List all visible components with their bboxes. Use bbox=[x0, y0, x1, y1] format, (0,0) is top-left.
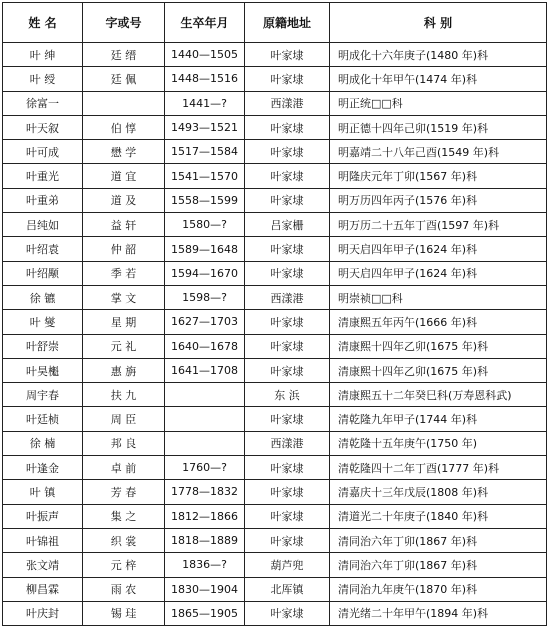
cell-exam: 清同治九年庚午(1870 年)科 bbox=[330, 577, 547, 601]
cell-lifespan: 1541—1570 bbox=[165, 164, 245, 188]
cell-courtesy-name: 廷 缙 bbox=[83, 43, 165, 67]
cell-name: 叶 绅 bbox=[3, 43, 83, 67]
cell-exam: 清康熙十四年乙卯(1675 年)科 bbox=[330, 334, 547, 358]
cell-name: 叶重弟 bbox=[3, 188, 83, 212]
cell-origin: 吕家栅 bbox=[245, 213, 330, 237]
cell-courtesy-name: 星 期 bbox=[83, 310, 165, 334]
cell-name: 叶绍袁 bbox=[3, 237, 83, 261]
cell-origin: 叶家埭 bbox=[245, 115, 330, 139]
cell-origin: 叶家埭 bbox=[245, 43, 330, 67]
cell-name: 叶 绶 bbox=[3, 67, 83, 91]
cell-exam: 清同治六年丁卯(1867 年)科 bbox=[330, 528, 547, 552]
cell-exam: 清道光二十年庚子(1840 年)科 bbox=[330, 504, 547, 528]
cell-name: 徐富一 bbox=[3, 91, 83, 115]
header-courtesy-name: 字或号 bbox=[83, 3, 165, 43]
cell-lifespan: 1448—1516 bbox=[165, 67, 245, 91]
cell-courtesy-name: 织 裳 bbox=[83, 528, 165, 552]
table-row bbox=[3, 601, 547, 625]
cell-exam: 清康熙十四年乙卯(1675 年)科 bbox=[330, 358, 547, 382]
cell-origin: 叶家埭 bbox=[245, 528, 330, 552]
cell-exam: 明正德十四年己卯(1519 年)科 bbox=[330, 115, 547, 139]
cell-courtesy-name: 元 梓 bbox=[83, 553, 165, 577]
table-row bbox=[3, 358, 547, 382]
document-page bbox=[2, 2, 547, 626]
cell-lifespan: 1641—1708 bbox=[165, 358, 245, 382]
cell-lifespan: 1865—1905 bbox=[165, 601, 245, 625]
cell-exam: 清嘉庆十三年戊辰(1808 年)科 bbox=[330, 480, 547, 504]
cell-name: 柳昌霖 bbox=[3, 577, 83, 601]
cell-lifespan: 1627—1703 bbox=[165, 310, 245, 334]
table-row bbox=[3, 115, 547, 139]
cell-exam: 明万历四年丙子(1576 年)科 bbox=[330, 188, 547, 212]
cell-lifespan: 1778—1832 bbox=[165, 480, 245, 504]
cell-courtesy-name: 芳 春 bbox=[83, 480, 165, 504]
cell-origin: 北厍镇 bbox=[245, 577, 330, 601]
table-row bbox=[3, 164, 547, 188]
cell-exam: 清康熙五年丙午(1666 年)科 bbox=[330, 310, 547, 334]
cell-exam: 清乾隆四十二年丁酉(1777 年)科 bbox=[330, 456, 547, 480]
cell-lifespan: 1493—1521 bbox=[165, 115, 245, 139]
cell-courtesy-name: 惠 旃 bbox=[83, 358, 165, 382]
table-row bbox=[3, 213, 547, 237]
cell-courtesy-name: 卓 前 bbox=[83, 456, 165, 480]
table-row bbox=[3, 43, 547, 67]
cell-origin: 叶家埭 bbox=[245, 261, 330, 285]
cell-lifespan bbox=[165, 431, 245, 455]
table-row bbox=[3, 261, 547, 285]
cell-courtesy-name: 雨 农 bbox=[83, 577, 165, 601]
cell-exam: 清乾隆十五年庚午(1750 年) bbox=[330, 431, 547, 455]
cell-name: 徐 楠 bbox=[3, 431, 83, 455]
cell-courtesy-name bbox=[83, 91, 165, 115]
cell-origin: 叶家埭 bbox=[245, 480, 330, 504]
table-row bbox=[3, 310, 547, 334]
cell-exam: 明崇祯□□科 bbox=[330, 285, 547, 309]
cell-name: 叶绍颙 bbox=[3, 261, 83, 285]
cell-origin: 叶家埭 bbox=[245, 67, 330, 91]
cell-lifespan: 1580—? bbox=[165, 213, 245, 237]
cell-name: 叶锦祖 bbox=[3, 528, 83, 552]
cell-name: 叶逢金 bbox=[3, 456, 83, 480]
table-row bbox=[3, 480, 547, 504]
cell-lifespan: 1517—1584 bbox=[165, 140, 245, 164]
cell-name: 叶舒崇 bbox=[3, 334, 83, 358]
cell-courtesy-name: 扶 九 bbox=[83, 383, 165, 407]
cell-origin: 叶家埭 bbox=[245, 140, 330, 164]
table-row bbox=[3, 553, 547, 577]
cell-exam: 明隆庆元年丁卯(1567 年)科 bbox=[330, 164, 547, 188]
cell-courtesy-name: 季 若 bbox=[83, 261, 165, 285]
header-exam: 科 别 bbox=[330, 3, 547, 43]
cell-origin: 西漾港 bbox=[245, 431, 330, 455]
cell-courtesy-name: 廷 佩 bbox=[83, 67, 165, 91]
cell-name: 叶庆封 bbox=[3, 601, 83, 625]
cell-name: 周宇春 bbox=[3, 383, 83, 407]
header-origin: 原籍地址 bbox=[245, 3, 330, 43]
cell-name: 叶振声 bbox=[3, 504, 83, 528]
cell-courtesy-name: 仲 韶 bbox=[83, 237, 165, 261]
cell-lifespan: 1818—1889 bbox=[165, 528, 245, 552]
header-name: 姓 名 bbox=[3, 3, 83, 43]
cell-courtesy-name: 掌 文 bbox=[83, 285, 165, 309]
table-row bbox=[3, 285, 547, 309]
cell-origin: 叶家埭 bbox=[245, 164, 330, 188]
cell-courtesy-name: 道 及 bbox=[83, 188, 165, 212]
cell-lifespan: 1441—? bbox=[165, 91, 245, 115]
cell-courtesy-name: 益 轩 bbox=[83, 213, 165, 237]
cell-lifespan bbox=[165, 407, 245, 431]
table-row bbox=[3, 67, 547, 91]
header-lifespan: 生卒年月 bbox=[165, 3, 245, 43]
table-row bbox=[3, 528, 547, 552]
cell-origin: 西漾港 bbox=[245, 285, 330, 309]
cell-lifespan: 1589—1648 bbox=[165, 237, 245, 261]
table-row bbox=[3, 188, 547, 212]
table-row bbox=[3, 383, 547, 407]
cell-name: 叶昊櫆 bbox=[3, 358, 83, 382]
cell-exam: 清同治六年丁卯(1867 年)科 bbox=[330, 553, 547, 577]
cell-origin: 叶家埭 bbox=[245, 310, 330, 334]
cell-name: 徐 镳 bbox=[3, 285, 83, 309]
cell-lifespan: 1830—1904 bbox=[165, 577, 245, 601]
cell-exam: 明成化十年甲午(1474 年)科 bbox=[330, 67, 547, 91]
cell-origin: 叶家埭 bbox=[245, 334, 330, 358]
header-row bbox=[3, 3, 547, 43]
cell-courtesy-name: 元 礼 bbox=[83, 334, 165, 358]
cell-lifespan: 1836—? bbox=[165, 553, 245, 577]
table-row bbox=[3, 577, 547, 601]
table-row bbox=[3, 504, 547, 528]
cell-name: 叶天叙 bbox=[3, 115, 83, 139]
cell-courtesy-name: 懋 学 bbox=[83, 140, 165, 164]
table-row bbox=[3, 407, 547, 431]
cell-exam: 清光绪二十年甲午(1894 年)科 bbox=[330, 601, 547, 625]
juren-table bbox=[2, 2, 547, 626]
table-row bbox=[3, 91, 547, 115]
cell-courtesy-name: 道 宜 bbox=[83, 164, 165, 188]
cell-name: 叶 燮 bbox=[3, 310, 83, 334]
cell-courtesy-name: 周 臣 bbox=[83, 407, 165, 431]
table-row bbox=[3, 237, 547, 261]
cell-origin: 叶家埭 bbox=[245, 504, 330, 528]
table-row bbox=[3, 431, 547, 455]
cell-exam: 明天启四年甲子(1624 年)科 bbox=[330, 237, 547, 261]
cell-courtesy-name: 伯 惇 bbox=[83, 115, 165, 139]
cell-exam: 清康熙五十二年癸巳科(万寿恩科武) bbox=[330, 383, 547, 407]
cell-name: 吕纯如 bbox=[3, 213, 83, 237]
cell-lifespan: 1760—? bbox=[165, 456, 245, 480]
cell-lifespan bbox=[165, 383, 245, 407]
cell-courtesy-name: 邦 良 bbox=[83, 431, 165, 455]
cell-origin: 叶家埭 bbox=[245, 456, 330, 480]
table-row bbox=[3, 334, 547, 358]
cell-courtesy-name: 锡 珪 bbox=[83, 601, 165, 625]
cell-name: 叶廷桢 bbox=[3, 407, 83, 431]
cell-exam: 明嘉靖二十八年己酉(1549 年)科 bbox=[330, 140, 547, 164]
cell-lifespan: 1812—1866 bbox=[165, 504, 245, 528]
cell-exam: 明正统□□科 bbox=[330, 91, 547, 115]
cell-lifespan: 1598—? bbox=[165, 285, 245, 309]
cell-origin: 东 浜 bbox=[245, 383, 330, 407]
cell-exam: 明成化十六年庚子(1480 年)科 bbox=[330, 43, 547, 67]
cell-lifespan: 1440—1505 bbox=[165, 43, 245, 67]
table-body bbox=[3, 43, 547, 626]
cell-origin: 叶家埭 bbox=[245, 601, 330, 625]
cell-name: 张文靖 bbox=[3, 553, 83, 577]
cell-name: 叶重光 bbox=[3, 164, 83, 188]
cell-lifespan: 1640—1678 bbox=[165, 334, 245, 358]
cell-courtesy-name: 集 之 bbox=[83, 504, 165, 528]
cell-origin: 叶家埭 bbox=[245, 188, 330, 212]
table-row bbox=[3, 456, 547, 480]
table-row bbox=[3, 140, 547, 164]
table-header bbox=[3, 3, 547, 43]
cell-lifespan: 1594—1670 bbox=[165, 261, 245, 285]
cell-name: 叶可成 bbox=[3, 140, 83, 164]
cell-exam: 明天启四年甲子(1624 年)科 bbox=[330, 261, 547, 285]
cell-exam: 清乾隆九年甲子(1744 年)科 bbox=[330, 407, 547, 431]
cell-origin: 叶家埭 bbox=[245, 358, 330, 382]
cell-origin: 叶家埭 bbox=[245, 407, 330, 431]
cell-name: 叶 镇 bbox=[3, 480, 83, 504]
cell-lifespan: 1558—1599 bbox=[165, 188, 245, 212]
cell-origin: 西漾港 bbox=[245, 91, 330, 115]
cell-exam: 明万历二十五年丁酉(1597 年)科 bbox=[330, 213, 547, 237]
cell-origin: 叶家埭 bbox=[245, 237, 330, 261]
cell-origin: 葫芦兜 bbox=[245, 553, 330, 577]
